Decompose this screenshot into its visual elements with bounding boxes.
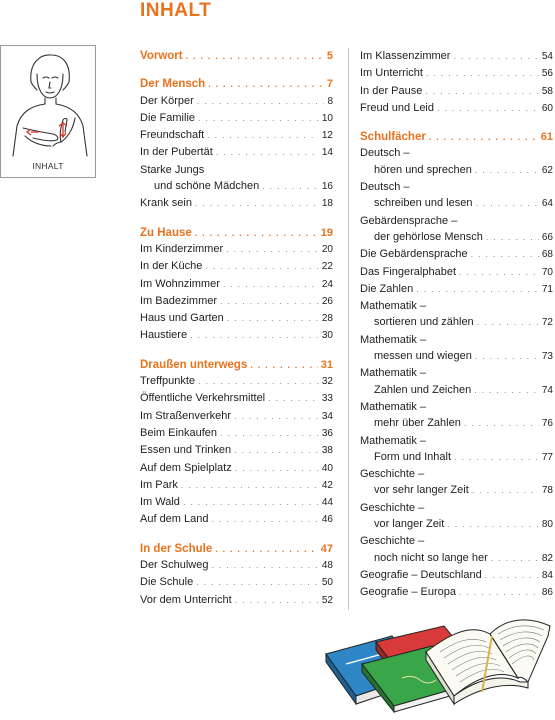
toc-entry-line-text: Im Straßenverkehr xyxy=(140,409,232,422)
leader-dots xyxy=(491,550,539,566)
toc-entry-line1-text: Mathematik – xyxy=(360,300,427,313)
toc-entry xyxy=(360,179,553,213)
toc-entry-line2 xyxy=(360,415,553,432)
leader-dots xyxy=(475,195,538,211)
toc-entry-line1 xyxy=(360,365,553,381)
toc-entry-line1 xyxy=(360,298,553,314)
sign-caption: INHALT xyxy=(32,161,64,171)
page-number: 73 xyxy=(541,351,553,363)
toc-entry-line xyxy=(140,293,333,310)
toc-entry-line xyxy=(360,246,553,263)
toc-entry-line1 xyxy=(140,162,333,178)
leader-dots xyxy=(211,557,318,573)
page-number: 76 xyxy=(541,418,553,430)
leader-dots xyxy=(475,348,539,364)
toc-entry-line1-text: Gebärdensprache – xyxy=(360,214,458,227)
page-number: 78 xyxy=(541,485,553,497)
section-gap xyxy=(140,529,333,541)
toc-entry xyxy=(360,213,553,247)
toc-entry-line1-text: Geschichte – xyxy=(360,468,425,481)
leader-dots xyxy=(416,281,539,297)
toc-entry-line xyxy=(360,83,553,100)
toc-right-column xyxy=(360,48,553,602)
toc-entry-line-text: In der Pause xyxy=(360,84,423,97)
toc-entry xyxy=(140,511,333,528)
page-number: 80 xyxy=(541,519,553,531)
toc-entry-line xyxy=(360,129,553,145)
column-divider xyxy=(348,48,349,610)
toc-entry-line-text: Essen und Trinken xyxy=(140,444,232,457)
toc-entry xyxy=(140,327,333,344)
leader-dots xyxy=(196,574,319,590)
toc-entry-line-text: Krank sein xyxy=(140,197,192,210)
toc-entry-line1 xyxy=(360,213,553,229)
toc-entry-line1-text: Mathematik – xyxy=(360,400,427,413)
leader-dots xyxy=(425,83,539,99)
toc-entry-line xyxy=(140,241,333,258)
toc-entry xyxy=(360,365,553,399)
toc-entry-line1 xyxy=(360,332,553,348)
toc-entry-line xyxy=(140,195,333,212)
toc-entry xyxy=(360,281,553,298)
page-number: 66 xyxy=(541,231,553,243)
toc-entry-line1-text: Deutsch – xyxy=(360,181,410,194)
page-number: 26 xyxy=(321,295,333,307)
toc-entry-line1-text: Mathematik – xyxy=(360,434,427,447)
toc-entry-line2 xyxy=(360,348,553,365)
toc-entry-line1 xyxy=(360,500,553,516)
toc-entry-line xyxy=(140,541,333,557)
leader-dots xyxy=(262,178,319,194)
page-number: 56 xyxy=(541,68,553,80)
page-number: 7 xyxy=(326,78,333,91)
toc-entry-line-text: In der Küche xyxy=(140,260,203,273)
leader-dots xyxy=(220,293,319,309)
toc-entry xyxy=(140,574,333,591)
page-number: 54 xyxy=(541,51,553,62)
toc-entry xyxy=(140,110,333,127)
toc-entry-line2-text: vor langer Zeit xyxy=(374,518,445,531)
toc-entry-line2-text: messen und wiegen xyxy=(374,350,472,363)
toc-entry xyxy=(140,93,333,110)
toc-entry-line-text: Haus und Garten xyxy=(140,312,224,325)
toc-entry-line-text: Im Klassenzimmer xyxy=(360,50,451,62)
section-gap xyxy=(140,213,333,225)
page-number: 22 xyxy=(321,261,333,273)
toc-entry-line-text: Im Park xyxy=(140,478,178,491)
page-number: 62 xyxy=(541,164,553,176)
page-number: 8 xyxy=(327,95,333,107)
page-number: 52 xyxy=(321,594,333,606)
toc-entry xyxy=(140,127,333,144)
toc-entry-line1-text: Geschichte – xyxy=(360,535,425,548)
toc-entry-line1 xyxy=(360,179,553,195)
toc-entry-line-text: Haustiere xyxy=(140,329,188,342)
leader-dots xyxy=(227,310,319,326)
toc-entry-line2-text: Zahlen und Zeichen xyxy=(374,383,472,396)
toc-entry-line xyxy=(140,110,333,127)
toc-entry-line-text: Die Familie xyxy=(140,111,196,124)
page-number: 72 xyxy=(541,317,553,329)
page-number: 30 xyxy=(321,330,333,342)
toc-entry-line2-text: hören und sprechen xyxy=(374,163,472,176)
page-number: 74 xyxy=(541,384,553,396)
leader-dots xyxy=(212,511,319,527)
toc-entry xyxy=(360,264,553,281)
toc-entry-line xyxy=(140,408,333,425)
toc-entry-line2-text: schreiben und lesen xyxy=(374,197,473,210)
toc-entry xyxy=(360,100,553,117)
leader-dots xyxy=(195,195,319,211)
toc-entry-line1-text: Geschichte – xyxy=(360,501,425,514)
toc-entry xyxy=(360,567,553,584)
page-number: 68 xyxy=(541,249,553,261)
toc-entry xyxy=(360,533,553,567)
toc-entry xyxy=(140,144,333,161)
toc-entry-line-text: Die Schule xyxy=(140,576,194,589)
toc-entry-line xyxy=(140,225,333,241)
toc-section-heading xyxy=(140,357,333,373)
toc-entry-line-text: Geografie – Europa xyxy=(360,586,457,599)
page-number: 70 xyxy=(541,266,553,278)
leader-dots xyxy=(198,110,319,126)
toc-entry-line xyxy=(360,48,553,65)
leader-dots xyxy=(205,258,319,274)
toc-entry-line-text: Vor dem Unterricht xyxy=(140,593,232,606)
leader-dots xyxy=(453,48,538,64)
toc-section-heading xyxy=(140,541,333,557)
toc-entry-line xyxy=(360,567,553,584)
page-number: 86 xyxy=(541,587,553,599)
toc-entry-line2 xyxy=(360,550,553,567)
page-number: 28 xyxy=(321,313,333,325)
page-number: 50 xyxy=(321,577,333,589)
page-number: 20 xyxy=(321,243,333,255)
section-gap xyxy=(360,117,553,129)
toc-entry-line2-text: der gehörlose Mensch xyxy=(374,230,483,243)
leader-dots xyxy=(198,373,319,389)
toc-entry xyxy=(140,460,333,477)
toc-entry-line xyxy=(140,327,333,344)
toc-entry-line-text: Freud und Leid xyxy=(360,101,434,114)
page-number: 32 xyxy=(321,376,333,388)
leader-dots xyxy=(454,449,539,465)
toc-entry xyxy=(140,195,333,212)
toc-entry xyxy=(360,399,553,433)
toc-entry-line2 xyxy=(140,178,333,195)
toc-entry-line xyxy=(140,76,333,92)
toc-entry-line2-text: und schöne Mädchen xyxy=(154,180,260,193)
toc-entry xyxy=(140,408,333,425)
leader-dots xyxy=(190,327,319,343)
leader-dots xyxy=(447,516,539,532)
leader-dots xyxy=(208,76,324,92)
leader-dots xyxy=(459,584,539,600)
toc-entry-line-text: Geografie – Deutschland xyxy=(360,568,482,581)
leader-dots xyxy=(472,482,539,498)
leader-dots xyxy=(429,129,538,145)
toc-entry-line xyxy=(140,494,333,511)
toc-entry-line2 xyxy=(360,162,553,179)
toc-entry xyxy=(140,276,333,293)
leader-dots xyxy=(234,442,319,458)
toc-entry-line xyxy=(140,48,333,64)
toc-entry-line1 xyxy=(360,145,553,161)
toc-entry-line-text: Beim Einkaufen xyxy=(140,426,218,439)
toc-entry xyxy=(140,373,333,390)
leader-dots xyxy=(235,460,319,476)
toc-entry-line2-text: noch nicht so lange her xyxy=(374,551,488,564)
toc-entry-line-text: Das Fingeralphabet xyxy=(360,265,457,278)
toc-entry-line xyxy=(140,93,333,110)
toc-entry-line-text: Die Zahlen xyxy=(360,282,414,295)
toc-entry-line xyxy=(140,373,333,390)
toc-entry xyxy=(360,332,553,366)
toc-left-column xyxy=(140,48,333,609)
toc-entry-line xyxy=(140,390,333,407)
page-number: 33 xyxy=(321,393,333,405)
toc-entry xyxy=(140,390,333,407)
page-number: 46 xyxy=(321,514,333,526)
toc-entry-line xyxy=(140,357,333,373)
toc-entry-line-text: Öffentliche Verkehrsmittel xyxy=(140,392,266,405)
toc-entry-line1-text: Mathematik – xyxy=(360,333,427,346)
toc-entry-line xyxy=(140,425,333,442)
leader-dots xyxy=(477,314,539,330)
page-number: 40 xyxy=(321,462,333,474)
toc-entry-line xyxy=(140,477,333,494)
leader-dots xyxy=(485,567,539,583)
toc-entry-line1-text: Mathematik – xyxy=(360,367,427,380)
toc-entry-line2 xyxy=(360,449,553,466)
leader-dots xyxy=(207,127,319,143)
toc-entry-line2 xyxy=(360,195,553,212)
toc-entry-line xyxy=(140,310,333,327)
toc-entry-line-text: Im Wald xyxy=(140,496,180,509)
section-gap xyxy=(140,345,333,357)
toc-entry-line xyxy=(360,281,553,298)
leader-dots xyxy=(464,415,539,431)
toc-entry-line-text: Auf dem Land xyxy=(140,513,209,526)
toc-entry-line2-text: sortieren und zählen xyxy=(374,316,474,329)
toc-entry-line-text: In der Pubertät xyxy=(140,146,213,159)
toc-entry xyxy=(360,466,553,500)
toc-entry xyxy=(360,48,553,65)
leader-dots xyxy=(426,65,539,81)
toc-entry-line-text: Freundschaft xyxy=(140,129,205,142)
toc-entry-line xyxy=(140,442,333,459)
toc-entry-line xyxy=(140,276,333,293)
toc-entry-line2-text: Form und Inhalt xyxy=(374,450,452,463)
toc-entry-line-text: Vorwort xyxy=(140,50,183,62)
toc-entry xyxy=(140,293,333,310)
page-number: 42 xyxy=(321,479,333,491)
toc-entry xyxy=(140,592,333,609)
leader-dots xyxy=(220,425,319,441)
page-number: 71 xyxy=(541,283,553,295)
toc-entry xyxy=(140,557,333,574)
page-number: 16 xyxy=(321,181,333,193)
leader-dots xyxy=(186,48,324,64)
toc-entry-line2-text: mehr über Zahlen xyxy=(374,417,461,430)
toc-entry-line xyxy=(140,592,333,609)
toc-entry-line1 xyxy=(360,466,553,482)
page-number: 61 xyxy=(540,131,553,144)
books-illustration xyxy=(322,612,554,714)
leader-dots xyxy=(181,477,319,493)
toc-entry xyxy=(360,83,553,100)
toc-entry xyxy=(140,310,333,327)
toc-entry-line1-text: Deutsch – xyxy=(360,147,410,160)
toc-section-heading xyxy=(140,76,333,92)
toc-entry-line-text: Die Gebärdensprache xyxy=(360,248,468,261)
page-number: 24 xyxy=(321,278,333,290)
toc-entry-line2 xyxy=(360,382,553,399)
toc-entry-line2-text: vor sehr langer Zeit xyxy=(374,484,469,497)
toc-entry xyxy=(360,584,553,601)
page-number: 77 xyxy=(541,451,553,463)
leader-dots xyxy=(486,229,539,245)
toc-entry xyxy=(140,162,333,196)
leader-dots xyxy=(215,541,318,557)
toc-entry-line-text: In der Schule xyxy=(140,542,213,555)
toc-entry xyxy=(140,258,333,275)
page-number: 60 xyxy=(541,102,553,114)
toc-entry-line xyxy=(140,127,333,144)
sign-illustration-box xyxy=(0,45,96,178)
toc-entry-line-text: Zu Hause xyxy=(140,226,192,239)
toc-entry-line-text: Der Mensch xyxy=(140,78,206,91)
toc-entry-line2 xyxy=(360,229,553,246)
leader-dots xyxy=(250,357,317,373)
toc-entry-line-text: Im Kinderzimmer xyxy=(140,242,224,255)
toc-entry-line-text: Schulfächer xyxy=(360,131,426,144)
toc-entry-line xyxy=(140,258,333,275)
leader-dots xyxy=(197,93,325,109)
toc-entry xyxy=(360,246,553,263)
page-number: 18 xyxy=(321,198,333,210)
toc-entry-line xyxy=(140,574,333,591)
leader-dots xyxy=(216,144,319,160)
toc-entry-line xyxy=(140,557,333,574)
toc-entry-line-text: Im Badezimmer xyxy=(140,294,218,307)
toc-entry xyxy=(360,298,553,332)
leader-dots xyxy=(437,100,539,116)
section-gap xyxy=(140,64,333,76)
leader-dots xyxy=(459,264,539,280)
leader-dots xyxy=(471,246,539,262)
leader-dots xyxy=(475,162,539,178)
toc-entry-line xyxy=(360,100,553,117)
leader-dots xyxy=(223,276,319,292)
toc-entry-line xyxy=(140,144,333,161)
leader-dots xyxy=(195,225,318,241)
page-number: 10 xyxy=(321,112,333,124)
page-number: 34 xyxy=(321,410,333,422)
page-number: 84 xyxy=(541,569,553,581)
toc-section-heading xyxy=(140,225,333,241)
page-number: 38 xyxy=(321,445,333,457)
toc-entry-line xyxy=(360,584,553,601)
toc-entry xyxy=(140,241,333,258)
toc-entry xyxy=(140,442,333,459)
page-number: 14 xyxy=(321,147,333,159)
toc-entry-line xyxy=(140,511,333,528)
page-number: 19 xyxy=(320,226,333,239)
toc-entry-line1 xyxy=(360,433,553,449)
toc-entry-line xyxy=(360,65,553,82)
page-number: 47 xyxy=(320,542,333,555)
toc-entry-line2 xyxy=(360,482,553,499)
toc-entry-line xyxy=(360,264,553,281)
leader-dots xyxy=(183,494,319,510)
toc-entry-line2 xyxy=(360,516,553,533)
page-number: 44 xyxy=(321,497,333,509)
leader-dots xyxy=(234,408,319,424)
page-number: 64 xyxy=(541,198,553,210)
toc-entry-line-text: Auf dem Spielplatz xyxy=(140,461,232,474)
toc-entry xyxy=(140,425,333,442)
toc-section-heading xyxy=(360,129,553,145)
page-title: INHALT xyxy=(140,0,212,21)
toc-entry xyxy=(360,145,553,179)
toc-section-heading xyxy=(140,48,333,64)
leader-dots xyxy=(226,241,319,257)
toc-entry-line-text: Draußen unterwegs xyxy=(140,358,248,371)
page-number: 58 xyxy=(541,85,553,97)
toc-entry-line-text: Treffpunkte xyxy=(140,375,196,388)
page-number: 31 xyxy=(320,358,333,371)
sign-language-illustration xyxy=(1,46,97,179)
toc-entry xyxy=(360,65,553,82)
page-number: 5 xyxy=(326,50,333,62)
toc-entry xyxy=(140,477,333,494)
page-number: 36 xyxy=(321,427,333,439)
toc-entry-line xyxy=(140,460,333,477)
page-number: 12 xyxy=(321,130,333,142)
toc-entry-line2 xyxy=(360,314,553,331)
leader-dots xyxy=(235,592,319,608)
toc-entry-line1-text: Starke Jungs xyxy=(140,163,205,176)
leader-dots xyxy=(474,382,539,398)
toc-entry-line1 xyxy=(360,399,553,415)
toc-entry xyxy=(360,433,553,467)
toc-entry xyxy=(360,500,553,534)
page-number: 48 xyxy=(321,560,333,572)
leader-dots xyxy=(268,390,319,406)
toc-entry xyxy=(140,494,333,511)
toc-entry-line-text: Im Unterricht xyxy=(360,67,423,80)
toc-entry-line-text: Im Wohnzimmer xyxy=(140,277,220,290)
toc-entry-line1 xyxy=(360,533,553,549)
toc-entry-line-text: Der Schulweg xyxy=(140,559,209,572)
page-number: 82 xyxy=(541,552,553,564)
toc-entry-line-text: Der Körper xyxy=(140,94,194,107)
